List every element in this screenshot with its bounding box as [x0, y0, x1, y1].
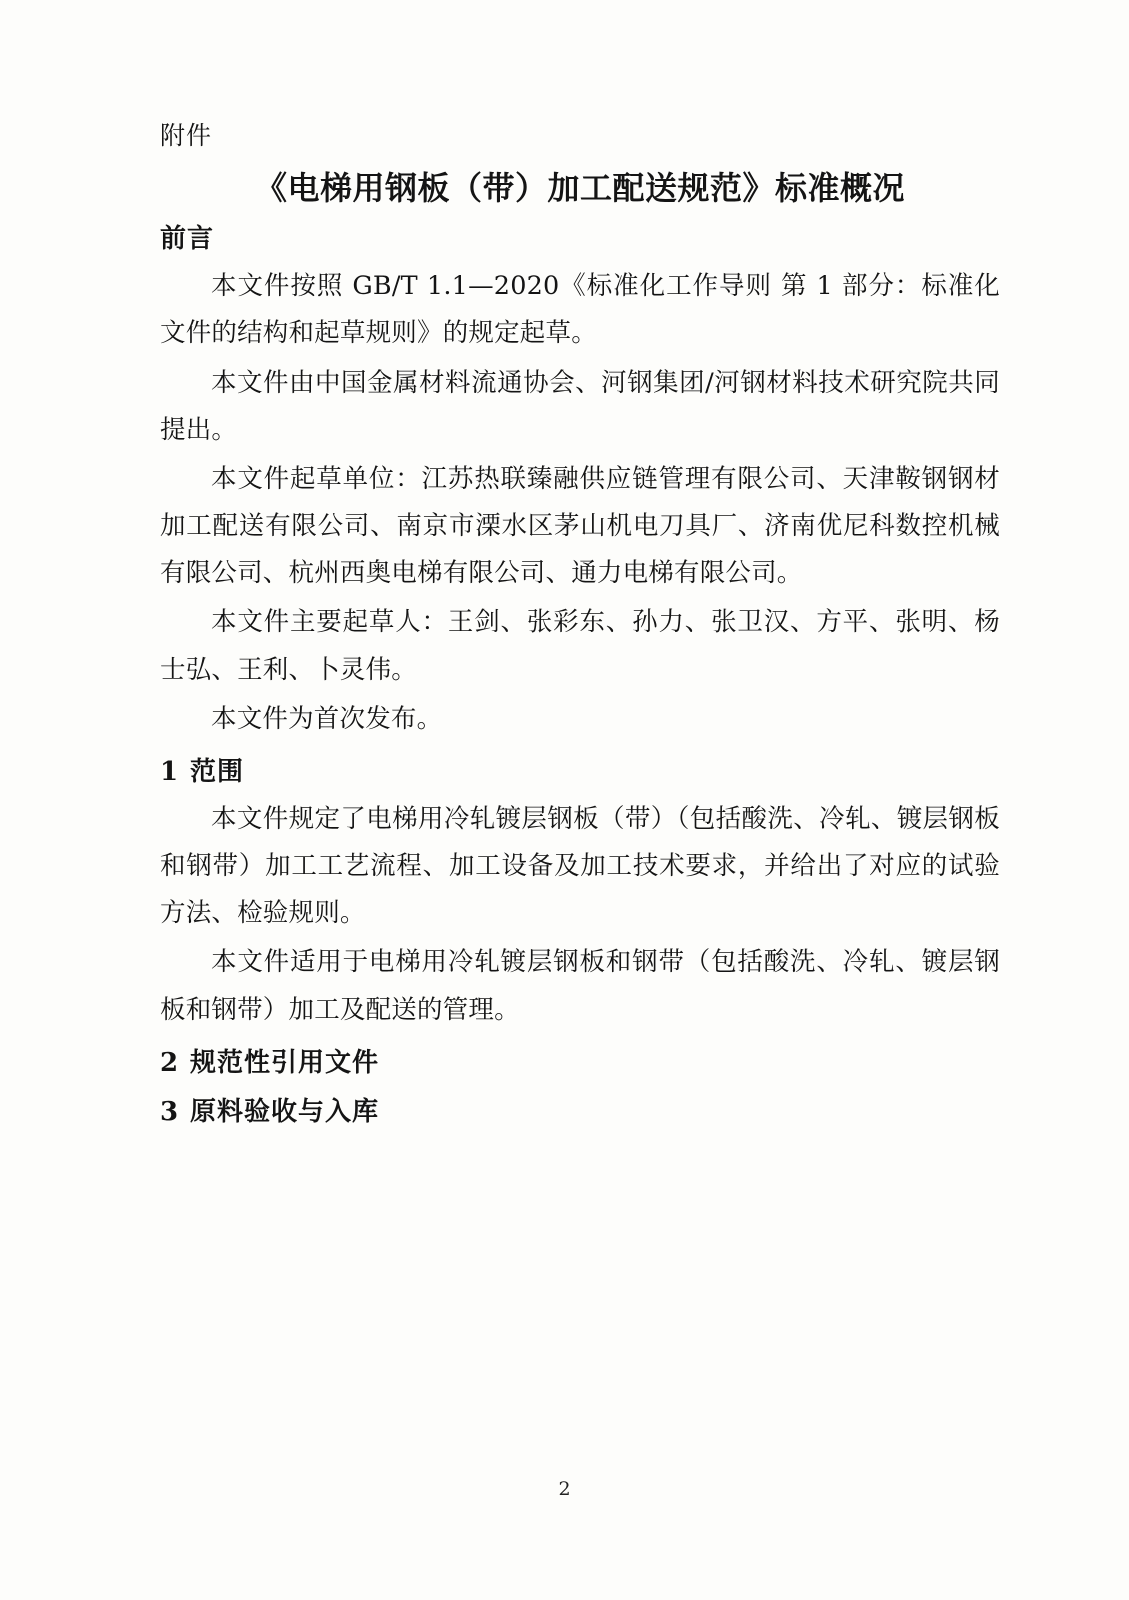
section-heading-normative-references-number: 2	[160, 1047, 180, 1078]
section-heading-preface	[160, 220, 1000, 259]
section-heading-raw-material-acceptance-number: 3	[160, 1096, 180, 1127]
paragraph: 本文件为首次发布。	[211, 703, 443, 734]
section-heading-scope	[160, 753, 1000, 792]
section-heading-normative-references	[160, 1044, 1000, 1083]
section-heading-raw-material-acceptance-text: 原料验收与入库	[190, 1096, 380, 1127]
document-body	[160, 118, 1000, 1136]
page-title: 《电梯用钢板（带）加工配送规范》标准概况	[254, 169, 905, 207]
section-heading-scope-text: 范围	[190, 756, 245, 787]
paragraph: 本文件主要起草人：王剑、张彩东、孙力、张卫汉、方平、张明、杨士弘、王利、卜灵伟。	[160, 607, 1000, 685]
paragraph: 本文件按照 GB/T 1.1—2020《标准化工作导则 第 1 部分：标准化文件的结构和起草规则》的规定起草。	[160, 271, 1000, 349]
paragraph: 本文件规定了电梯用冷轧镀层钢板（带）（包括酸洗、冷轧、镀层钢板和钢带）加工工艺流程、加工设备及加工技术要求，并给出了对应的试验方法、检验规则。	[160, 803, 1000, 929]
attachment-label: 附件	[160, 121, 213, 150]
section-heading-scope-number: 1	[160, 756, 180, 787]
paragraph: 本文件起草单位：江苏热联臻融供应链管理有限公司、天津鞍钢钢材加工配送有限公司、南京市溧水区茅山机电刀具厂、济南优尼科数控机械有限公司、杭州西奥电梯有限公司、通力电梯有限公司。	[160, 463, 1000, 589]
page-number: 2	[558, 1478, 571, 1500]
section-heading-raw-material-acceptance	[160, 1093, 1000, 1132]
section-heading-normative-references-text: 规范性引用文件	[190, 1047, 380, 1078]
paragraph: 本文件适用于电梯用冷轧镀层钢板和钢带（包括酸洗、冷轧、镀层钢板和钢带）加工及配送的管理。	[160, 947, 1000, 1025]
paragraph: 本文件由中国金属材料流通协会、河钢集团/河钢材料技术研究院共同提出。	[160, 367, 1000, 445]
section-heading-preface-text: 前言	[160, 224, 215, 255]
